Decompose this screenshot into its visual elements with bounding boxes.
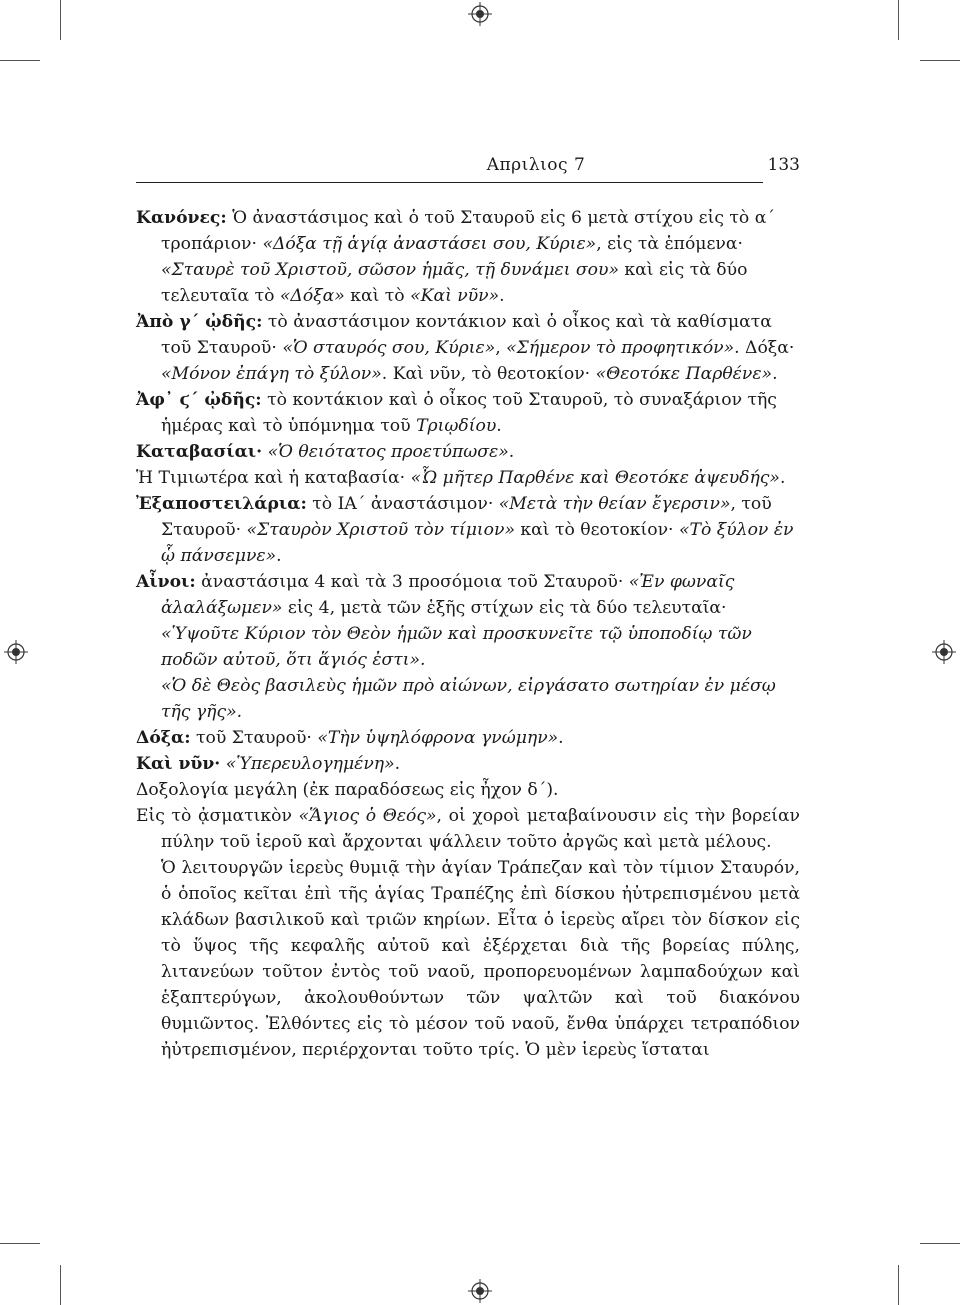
paragraph-asmatikon: Εἰς τὸ ᾀσματικὸν «Ἅγιος ὁ Θεός», οἱ χοροὶ μεταβαίνουσιν εἰς τὴν βορείαν πύλην τοῦ ἱεροῦ καὶ ἄρχονται ψάλλειν τοῦτο ἀργῶς καὶ μετὰ μέλους.	[136, 806, 800, 852]
registration-mark-icon	[468, 1279, 492, 1303]
registration-mark-icon	[468, 2, 492, 26]
paragraph-leitourgon: Ὁ λειτουργῶν ἱερεὺς θυμιᾷ τὴν ἁγίαν Τράπεζαν καὶ τὸν τίμιον Σταυρόν, ὁ ὁποῖος κεῖται ἐπὶ τῆς ἁγίας Τραπέζης ἐπὶ δίσκου ἠὐτρεπισμένου μετὰ κλάδων βασιλικοῦ καὶ τριῶν κηρίων. Εἶτα ὁ ἱερεὺς αἴρει τὸν δίσκον εἰς τὸ ὕψος τῆς κεφαλῆς αὐτοῦ καὶ ἐξέρχεται διὰ τῆς βορείας πύλης, λιτανεύων τοῦτον ἐντὸς τοῦ ναοῦ, προπορευομένων λαμπαδούχων καὶ ἑξαπτερύγων, ἀκολουθούντων τῶν ψαλτῶν καὶ τοῦ διακόνου θυμιῶντος. Ἐλθόντες εἰς τὸ μέσον τοῦ ναοῦ, ἔνθα ὑπάρχει τετραπόδιον ἠὐτρεπισμένον, περιέρχονται τοῦτο τρίς. Ὁ μὲν ἱερεὺς ἵσταται	[161, 858, 800, 1060]
rubric-katavasiai: Καταβασίαι· «Ὁ θειότατος προετύπωσε».	[136, 442, 515, 462]
registration-mark-icon	[4, 640, 28, 664]
page-number: 133	[767, 155, 800, 175]
registration-mark-icon	[932, 640, 956, 664]
verse: «Ὑψοῦτε Κύριον τὸν Θεὸν ἡμῶν καὶ προσκυνεῖτε τῷ ὑποποδίῳ τῶν ποδῶν αὐτοῦ, ὅτι ἅγιός ἐστι».	[161, 624, 752, 670]
running-head: Απριλιος 7	[486, 155, 586, 175]
rubric-timiotera: Ἡ Τιμιωτέρα καὶ ἡ καταβασία· «Ὦ μῆτερ Παρθένε καὶ Θεοτόκε ἀψευδής».	[136, 468, 786, 488]
rubric-doxa: Δόξα: τοῦ Σταυροῦ· «Τὴν ὑψηλόφρονα γνώμην».	[136, 728, 564, 748]
rubric-kanones: Κανόνες: Ὁ ἀναστάσιμος καὶ ὁ τοῦ Σταυροῦ εἰς 6 μετὰ στίχου εἰς τὸ α΄ τροπάριον· «Δόξα τῇ ἁγίᾳ ἀναστάσει σου, Κύριε», εἰς τὰ ἑπόμενα· «Σταυρὲ τοῦ Χριστοῦ, σῶσον ἡμᾶς, τῇ δυνάμει σου» καὶ εἰς τὰ δύο τελευταῖα τὸ «Δόξα» καὶ τὸ «Καὶ νῦν».	[136, 208, 775, 306]
crop-mark	[898, 0, 899, 40]
rubric-kai-nyn: Καὶ νῦν· «Ὑπερευλογημένη».	[136, 754, 401, 774]
crop-mark	[920, 1243, 960, 1244]
rubric-doxologia: Δοξολογία μεγάλη (ἐκ παραδόσεως εἰς ἦχον δ΄).	[136, 780, 559, 800]
main-text	[136, 205, 800, 1063]
crop-mark	[60, 0, 61, 40]
rubric-odi-6: Ἀφ᾽ ϛ΄ ᾠδῆς: τὸ κοντάκιον καὶ ὁ οἶκος τοῦ Σταυροῦ, τὸ συναξάριον τῆς ἡμέρας καὶ τὸ ὑπόμνημα τοῦ Τριῳδίου.	[136, 390, 777, 436]
crop-mark	[60, 1265, 61, 1305]
verse: «Ὁ δὲ Θεὸς βασιλεὺς ἡμῶν πρὸ αἰώνων, εἰργάσατο σωτηρίαν ἐν μέσῳ τῆς γῆς».	[161, 676, 776, 722]
rubric-ainoi: Αἶνοι: ἀναστάσιμα 4 καὶ τὰ 3 προσόμοια τοῦ Σταυροῦ· «Ἐν φωναῖς ἀλαλάξωμεν» εἰς 4, μετὰ τῶν ἑξῆς στίχων εἰς τὰ δύο τελευταῖα·	[136, 572, 735, 618]
page-header	[136, 155, 800, 183]
crop-mark	[0, 60, 40, 61]
crop-mark	[0, 1243, 40, 1244]
crop-mark	[898, 1265, 899, 1305]
rubric-odi-3: Ἀπὸ γ΄ ᾠδῆς: τὸ ἀναστάσιμον κοντάκιον καὶ ὁ οἶκος καὶ τὰ καθίσματα τοῦ Σταυροῦ· «Ὁ σταυρός σου, Κύριε», «Σήμερον τὸ προφητικόν». Δόξα· «Μόνον ἐπάγη τὸ ξύλον». Καὶ νῦν, τὸ θεοτοκίον· «Θεοτόκε Παρθένε».	[136, 312, 795, 384]
header-rule	[136, 182, 763, 183]
rubric-exapostilaria: Ἐξαποστειλάρια: τὸ ΙΑ΄ ἀναστάσιμον· «Μετὰ τὴν θείαν ἔγερσιν», τοῦ Σταυροῦ· «Σταυρὸν Χριστοῦ τὸν τίμιον» καὶ τὸ θεοτοκίον· «Τὸ ξύλον ἐν ᾧ πάνσεμνε».	[136, 494, 794, 566]
crop-mark	[920, 60, 960, 61]
